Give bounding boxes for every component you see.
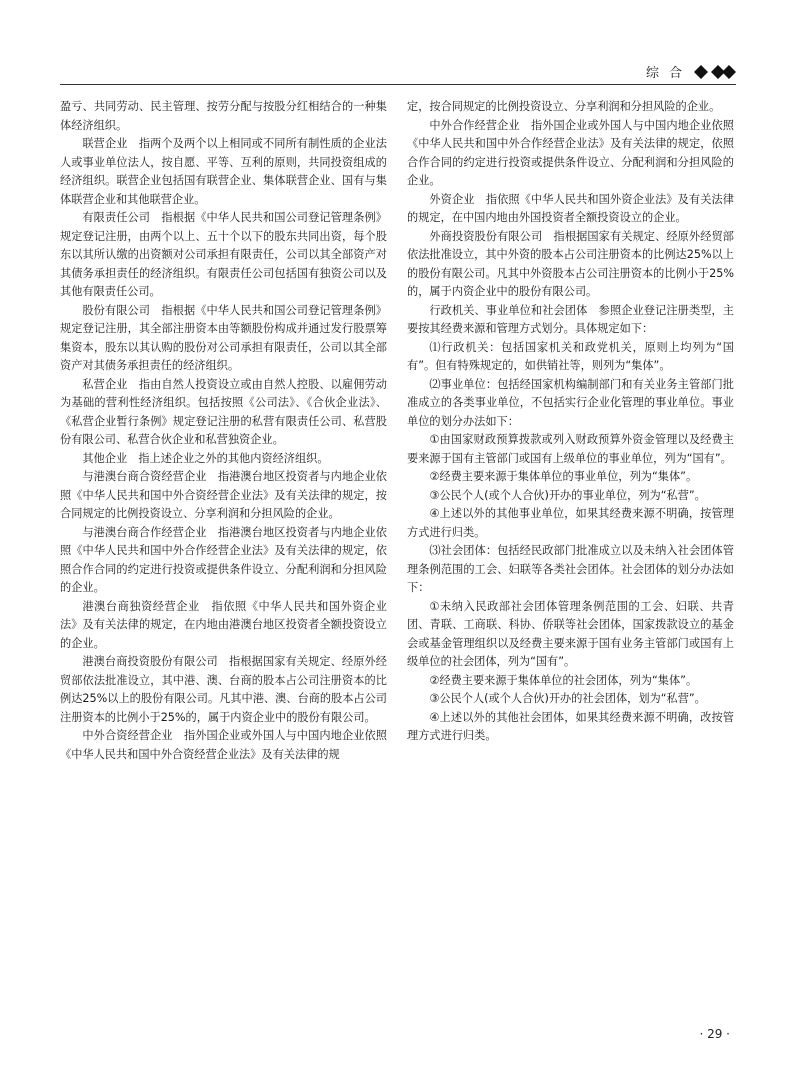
term-label: 联营企业 bbox=[82, 137, 128, 150]
paragraph-text: ⑶社会团体：包括经民政部门批准成立以及未纳入社会团体管理条例范围的工会、妇联等各类社会团体。社会团体的划分办法如下： bbox=[407, 544, 734, 594]
paragraph-text: 指依照《中华人民共和国外资企业法》及有关法律的规定，在内地由港澳台地区投资者全额投资设立的企业。 bbox=[60, 599, 387, 650]
paragraph-text: ④上述以外的其他事业单位，如果其经费来源不明确，按管理方式进行归类。 bbox=[407, 507, 734, 539]
paragraph bbox=[407, 468, 734, 487]
term-label: 外资企业 bbox=[429, 192, 475, 206]
double-diamond-icon bbox=[694, 65, 736, 79]
header-divider bbox=[60, 84, 736, 85]
term-label: 港澳台商独资经营企业 bbox=[82, 599, 200, 613]
term-label: 与港澳台商合资经营企业 bbox=[82, 470, 207, 483]
paragraph bbox=[60, 135, 387, 209]
paragraph-text: 指依照《中华人民共和国外资企业法》及有关法律的规定，在中国内地由外国投资者全额投资设立的企业。 bbox=[407, 192, 734, 224]
paragraph-text: 指外国企业或外国人与中国内地企业依照《中华人民共和国中外合作经营企业法》及有关法律的规定，依照合作合同的约定进行投资或提供条件设立、分配利润和分担风险的企业。 bbox=[407, 118, 734, 187]
paragraph-text: 盈亏、共同劳动、民主管理、按劳分配与按股分红相结合的一种集体经济组织。 bbox=[60, 100, 387, 132]
paragraph bbox=[407, 302, 734, 339]
paragraph bbox=[407, 431, 734, 468]
paragraph-text: 指上述企业之外的其他内资经济组织。 bbox=[138, 451, 329, 465]
left-column bbox=[60, 98, 387, 764]
paragraph bbox=[407, 117, 734, 191]
paragraph-text: ⑴行政机关：包括国家机关和政党机关，原则上均列为“国有”。但有特殊规定的，如供销社等，则列为“集体”。 bbox=[407, 340, 734, 372]
paragraph-text: 指由自然人投资设立或由自然人控股、以雇佣劳动为基础的营利性经济组织。包括按照《公司法》、《合伙企业法》、《私营企业暂行条例》规定登记注册的私营有限责任公司、私营股份有限公司、私营合伙企业和私营独资企业。 bbox=[60, 377, 387, 446]
paragraph bbox=[60, 598, 387, 654]
paragraph bbox=[407, 228, 734, 302]
paragraph-text: ④上述以外的其他社会团体，如果其经费来源不明确，改按管理方式进行归类。 bbox=[407, 710, 734, 742]
paragraph bbox=[60, 376, 387, 450]
paragraph bbox=[60, 653, 387, 727]
paragraph bbox=[60, 524, 387, 598]
right-column bbox=[407, 98, 734, 746]
paragraph bbox=[407, 191, 734, 228]
section-title: 综合 bbox=[645, 66, 692, 81]
term-label: 与港澳台商合作经营企业 bbox=[82, 525, 207, 539]
paragraph-text: 指港澳台地区投资者与内地企业依照《中华人民共和国中外合资经营企业法》及有关法律的规定，按合同规定的比例投资设立、分享利润和分担风险的企业。 bbox=[60, 470, 387, 520]
paragraph-text: ⑵事业单位：包括经国家机构编制部门和有关业务主管部门批准成立的各类事业单位，不包括实行企业化管理的事业单位。事业单位的划分办法如下： bbox=[407, 377, 734, 428]
paragraph-text: 定，按合同规定的比例投资设立、分享利润和分担风险的企业。 bbox=[407, 100, 721, 113]
term-label: 私营企业 bbox=[82, 377, 128, 391]
paragraph bbox=[407, 505, 734, 542]
paragraph bbox=[60, 98, 387, 135]
paragraph-text: 指港澳台地区投资者与内地企业依照《中华人民共和国中外合作经营企业法》及有关法律的规定，依照合作合同的约定进行投资或提供条件设立、分配利润和分担风险的企业。 bbox=[60, 525, 387, 594]
paragraph bbox=[407, 339, 734, 376]
paragraph bbox=[60, 302, 387, 376]
paragraph-text: ②经费主要来源于集体单位的事业单位，列为“集体”。 bbox=[429, 470, 698, 483]
paragraph bbox=[407, 487, 734, 506]
paragraph-text: ③公民个人(或个人合伙)开办的事业单位，列为“私营”。 bbox=[429, 488, 706, 502]
term-label: 外商投资股份有限公司 bbox=[429, 229, 543, 243]
paragraph-text: 指根据国家有关规定、经原外经贸部依法批准设立，其中外资的股本占公司注册资本的比例达25%以上的股份有限公司。凡其中外资股本占公司注册资本的比例小于25%的，属于内资企业中的股份有限公司。 bbox=[407, 229, 734, 298]
paragraph bbox=[407, 672, 734, 691]
paragraph-text: 指根据国家有关规定、经原外经贸部依法批准设立，其中港、澳、台商的股本占公司注册资本的比例达25%以上的股份有限公司。凡其中港、澳、台商的股本占公司注册资本的比例小于25%的，属于内资企业中的股份有限公司。 bbox=[60, 655, 387, 724]
term-label: 港澳台商投资股份有限公司 bbox=[82, 655, 218, 668]
paragraph bbox=[407, 376, 734, 432]
term-label: 有限责任公司 bbox=[82, 211, 151, 224]
paragraph bbox=[60, 450, 387, 469]
paragraph-text: 参照企业登记注册类型，主要按其经费来源和管理方式划分。具体规定如下： bbox=[407, 303, 734, 335]
paragraph bbox=[407, 709, 734, 746]
term-label: 中外合资经营企业 bbox=[82, 729, 173, 742]
term-label: 中外合作经营企业 bbox=[429, 118, 520, 132]
paragraph-text: 指外国企业或外国人与中国内地企业依照《中华人民共和国中外合资经营企业法》及有关法律的规 bbox=[60, 729, 387, 761]
term-label: 行政机关、事业单位和社会团体 bbox=[429, 303, 588, 317]
term-label: 股份有限公司 bbox=[82, 303, 151, 317]
paragraph bbox=[60, 468, 387, 524]
paragraph-text: 指根据《中华人民共和国公司登记管理条例》规定登记注册，其全部注册资本由等额股份构成并通过发行股票筹集资本，股东以其认购的股份对公司承担有限责任，公司以其全部资产对其债务承担责任的经济组织。 bbox=[60, 303, 387, 372]
paragraph bbox=[60, 209, 387, 302]
paragraph-text: ③公民个人(或个人合伙)开办的社会团体，划为“私营”。 bbox=[429, 692, 706, 705]
paragraph-text: ②经费主要来源于集体单位的社会团体，列为“集体”。 bbox=[429, 673, 698, 687]
paragraph bbox=[407, 542, 734, 598]
paragraph bbox=[407, 98, 734, 117]
paragraph-text: 指两个及两个以上相同或不同所有制性质的企业法人或事业单位法人，按自愿、平等、互利的原则，共同投资组成的经济组织。联营企业包括国有联营企业、集体联营企业、国有与集体联营企业和其他联营企业。 bbox=[60, 137, 387, 206]
running-header bbox=[60, 62, 736, 82]
paragraph bbox=[60, 727, 387, 764]
paragraph-text: 指根据《中华人民共和国公司登记管理条例》规定登记注册，由两个以上、五十个以下的股东共同出资，每个股东以其所认缴的出资额对公司承担有限责任，公司以其全部资产对其债务承担责任的经济组织。有限责任公司包括国有独资公司以及其他有限责任公司。 bbox=[60, 211, 387, 298]
page-number: · 29 · bbox=[699, 1027, 730, 1041]
term-label: 其他企业 bbox=[82, 451, 128, 465]
paragraph bbox=[407, 598, 734, 672]
paragraph-text: ①未纳入民政部社会团体管理条例范围的工会、妇联、共青团、青联、工商联、科协、侨联等社会团体，国家拨款设立的基金会或基金管理组织以及经费主要来源于国有业务主管部门或国有上级单位的社会团体，列为“国有”。 bbox=[407, 599, 734, 668]
paragraph-text: ①由国家财政预算拨款或列入财政预算外资金管理以及经费主要来源于国有主管部门或国有上级单位的事业单位，列为“国有”。 bbox=[407, 433, 734, 465]
paragraph bbox=[407, 690, 734, 709]
